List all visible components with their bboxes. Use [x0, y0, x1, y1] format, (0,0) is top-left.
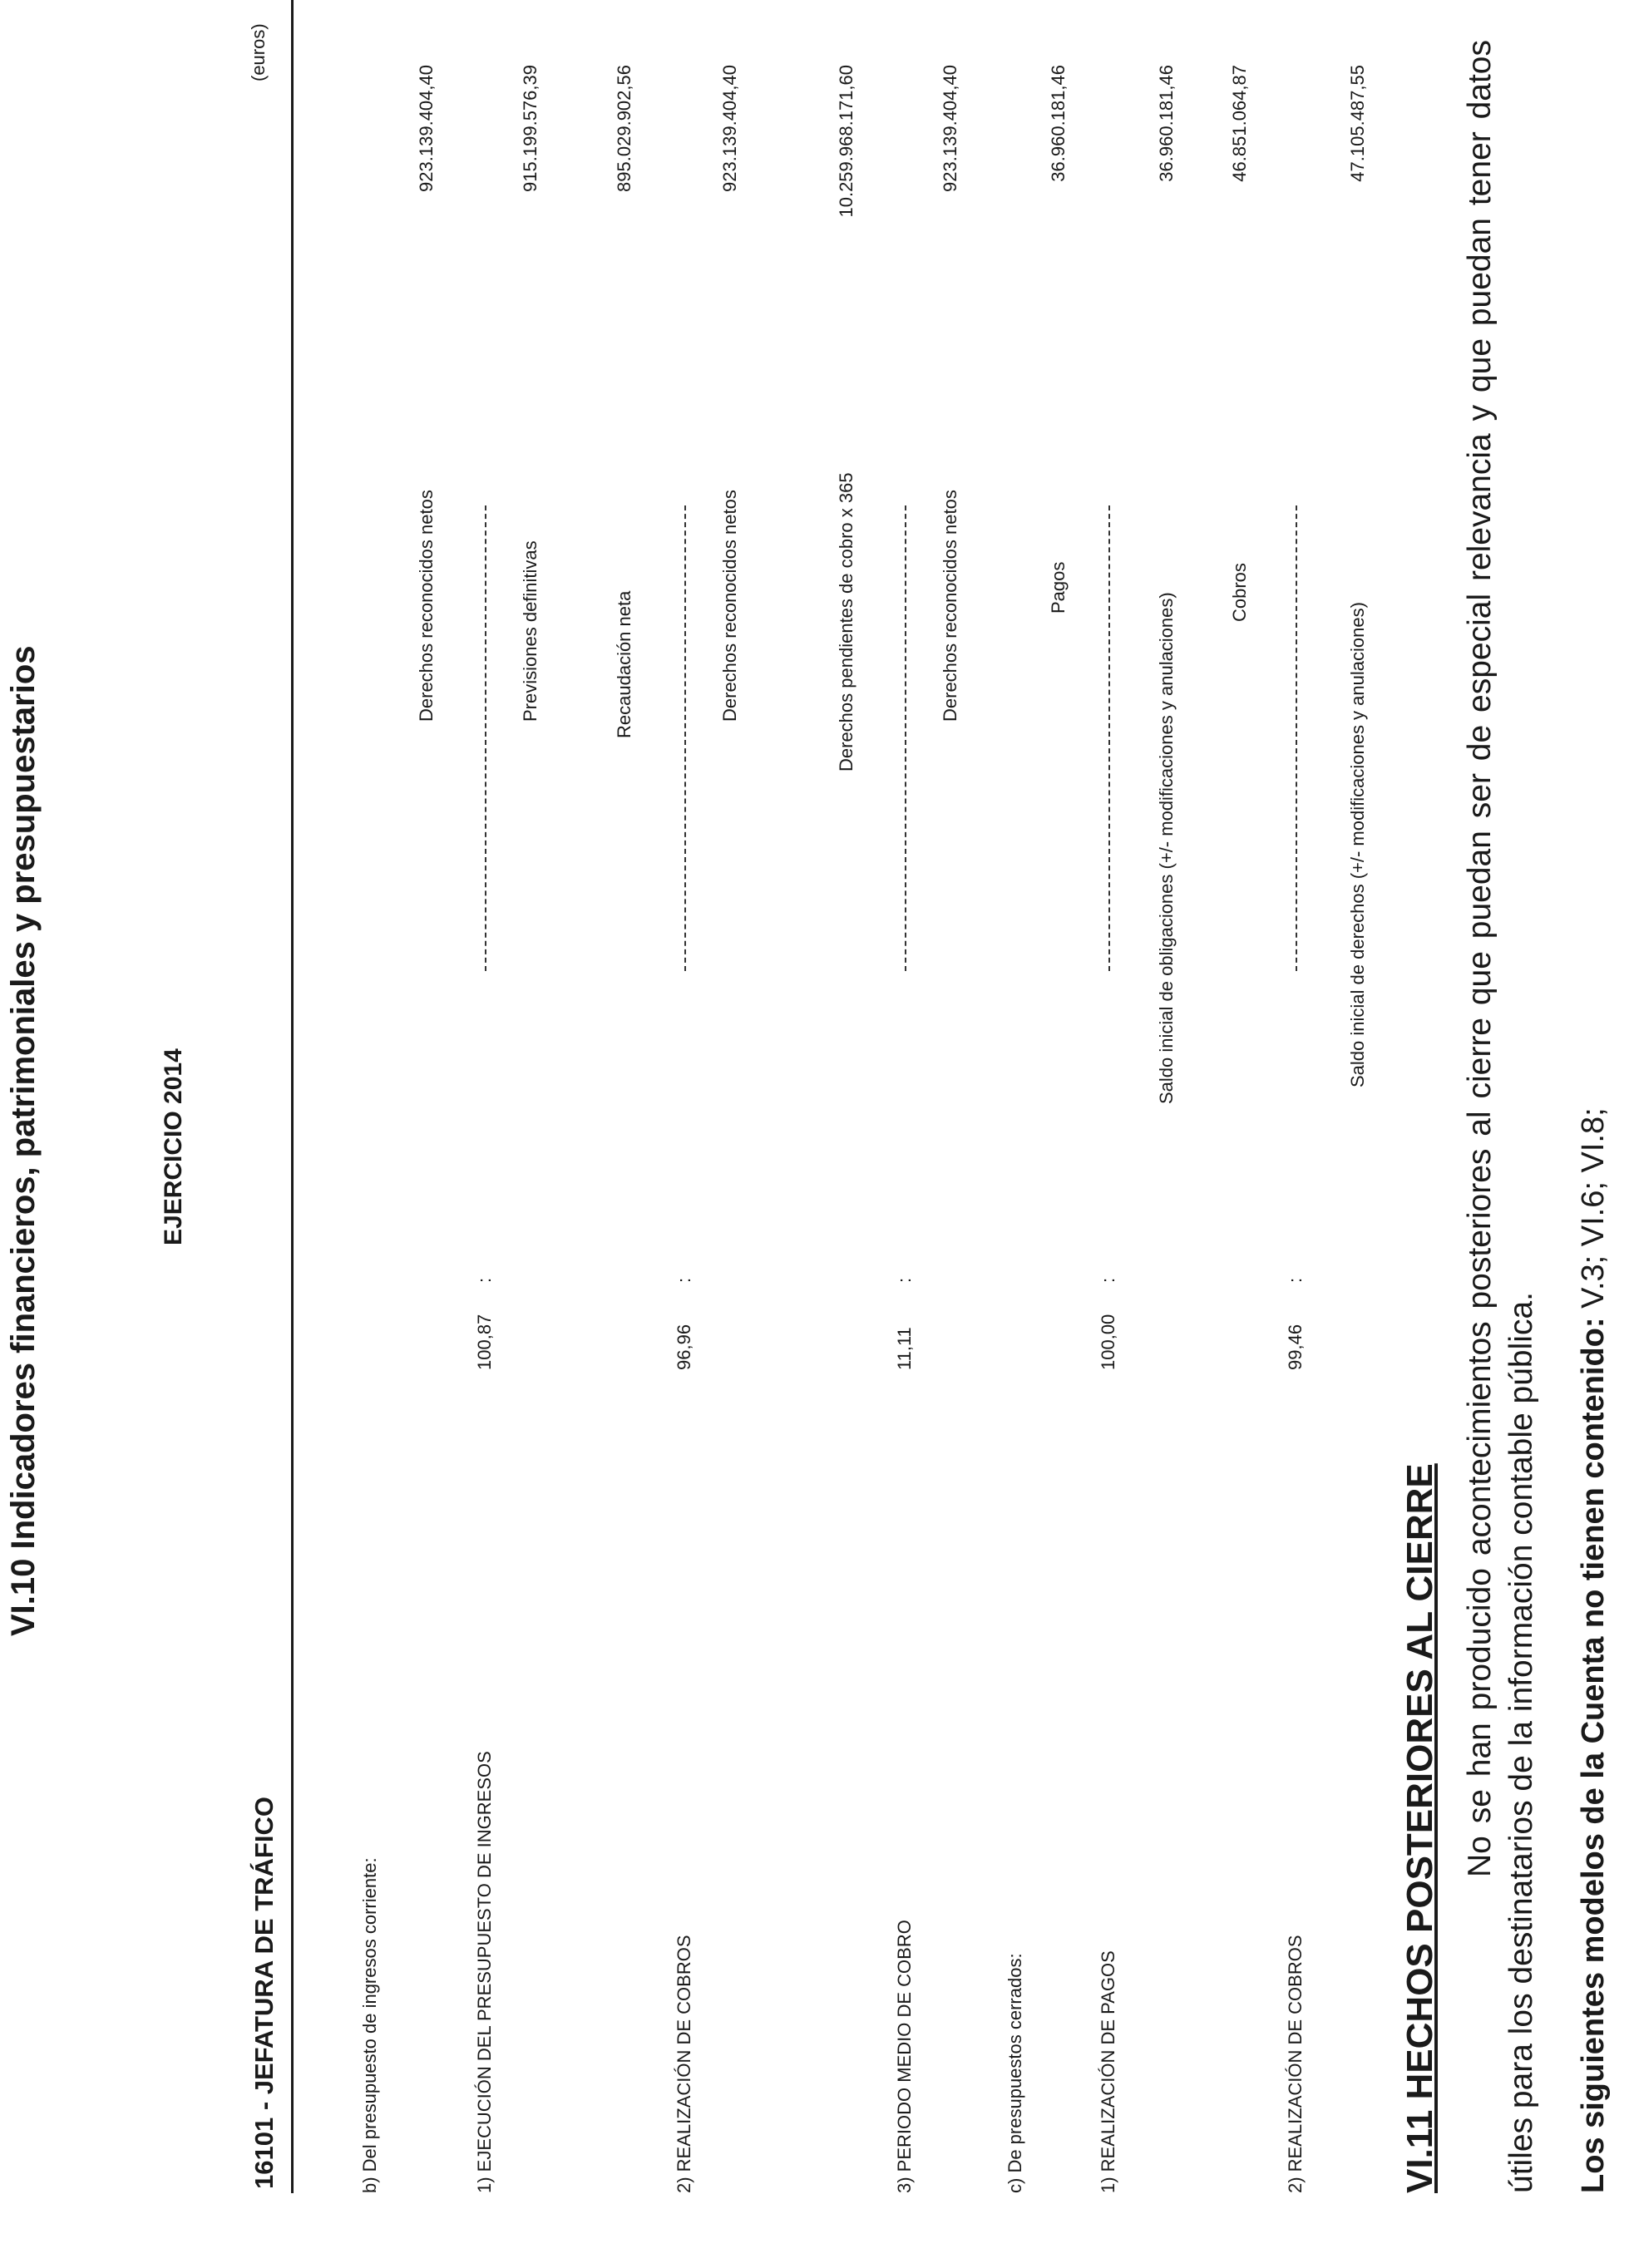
group-heading-c: c) De presupuestos cerrados: [1005, 1953, 1025, 2193]
indicator-label: 2) REALIZACIÓN DE COBROS [674, 1935, 694, 2193]
numerator-value: 923.139.404,40 [416, 65, 437, 192]
indicator-separator: : [474, 1277, 495, 1283]
indicator-value: 99,46 [1285, 1324, 1306, 1370]
section2-title: VI.11 HECHOS POSTERIORES AL CIERRE [1400, 1463, 1440, 2193]
indicator-separator: : [674, 1277, 694, 1283]
denominator-label: Derechos reconocidos netos [940, 490, 960, 722]
indicator-value: 11,11 [894, 1327, 915, 1370]
entity-underline [291, 0, 294, 2193]
entity-title: 16101 - JEFATURA DE TRÁFICO [249, 1797, 279, 2189]
fraction-line [905, 505, 906, 971]
numerator-label: Derechos reconocidos netos [416, 490, 437, 722]
denominator-value: 923.139.404,40 [719, 65, 740, 192]
exercise-label: EJERCICIO 2014 [160, 1048, 187, 1245]
indicator-label: 2) REALIZACIÓN DE COBROS [1285, 1935, 1306, 2193]
denominator-value: 47.105.487,55 [1347, 65, 1368, 182]
denominator-value: 915.199.576,39 [520, 65, 541, 192]
numerator-value: 10.259.968.171,60 [836, 65, 856, 218]
currency-note: (euros) [248, 23, 269, 81]
numerator-value: 46.851.064,87 [1229, 65, 1250, 182]
indicator-label: 3) PERIODO MEDIO DE COBRO [894, 1920, 915, 2193]
indicator-separator: : [1285, 1277, 1306, 1283]
footer-label: Los siguientes modelos de la Cuenta no tienen contenido: [1576, 1317, 1611, 2193]
section-title: VI.10 Indicadores financieros, patrimoniales y presupuestarios [5, 645, 42, 1636]
fraction-line [1108, 505, 1110, 971]
section2-paragraph: No se han producido acontecimientos posteriores al cierre que puedan ser de especial relevancia y que puedan tener datos útiles para los destinatarios de la información contable pública. [1462, 40, 1539, 2193]
indicator-value: 96,96 [674, 1324, 694, 1370]
fraction-line [684, 505, 686, 971]
numerator-label: Recaudación neta [614, 590, 634, 738]
group-heading-b: b) Del presupuesto de ingresos corriente: [359, 1857, 380, 2193]
denominator-label: Saldo inicial de obligaciones (+/- modificaciones y anulaciones) [1156, 592, 1177, 1104]
denominator-label: Derechos reconocidos netos [719, 490, 740, 722]
numerator-label: Derechos pendientes de cobro x 365 [836, 472, 856, 772]
indicator-value: 100,00 [1098, 1314, 1118, 1370]
numerator-value: 895.029.902,56 [614, 65, 634, 192]
indicator-separator: : [1098, 1277, 1118, 1283]
numerator-label: Pagos [1048, 561, 1069, 614]
indicator-label: 1) REALIZACIÓN DE PAGOS [1098, 1950, 1118, 2193]
fraction-line [1296, 505, 1297, 971]
numerator-value: 36.960.181,46 [1048, 65, 1069, 182]
indicator-separator: : [894, 1277, 915, 1283]
denominator-value: 36.960.181,46 [1156, 65, 1177, 182]
indicator-value: 100,87 [474, 1314, 495, 1370]
denominator-label: Saldo inicial de derechos (+/- modificaciones y anulaciones) [1347, 602, 1368, 1087]
fraction-line [485, 505, 486, 971]
denominator-value: 923.139.404,40 [940, 65, 960, 192]
indicator-label: 1) EJECUCIÓN DEL PRESUPUESTO DE INGRESOS [474, 1751, 495, 2193]
footer-note [1576, 1107, 1612, 2193]
footer-value: V.3; VI.6; VI.8; [1576, 1107, 1611, 1318]
denominator-label: Previsiones definitivas [520, 540, 541, 722]
numerator-label: Cobros [1229, 563, 1250, 622]
